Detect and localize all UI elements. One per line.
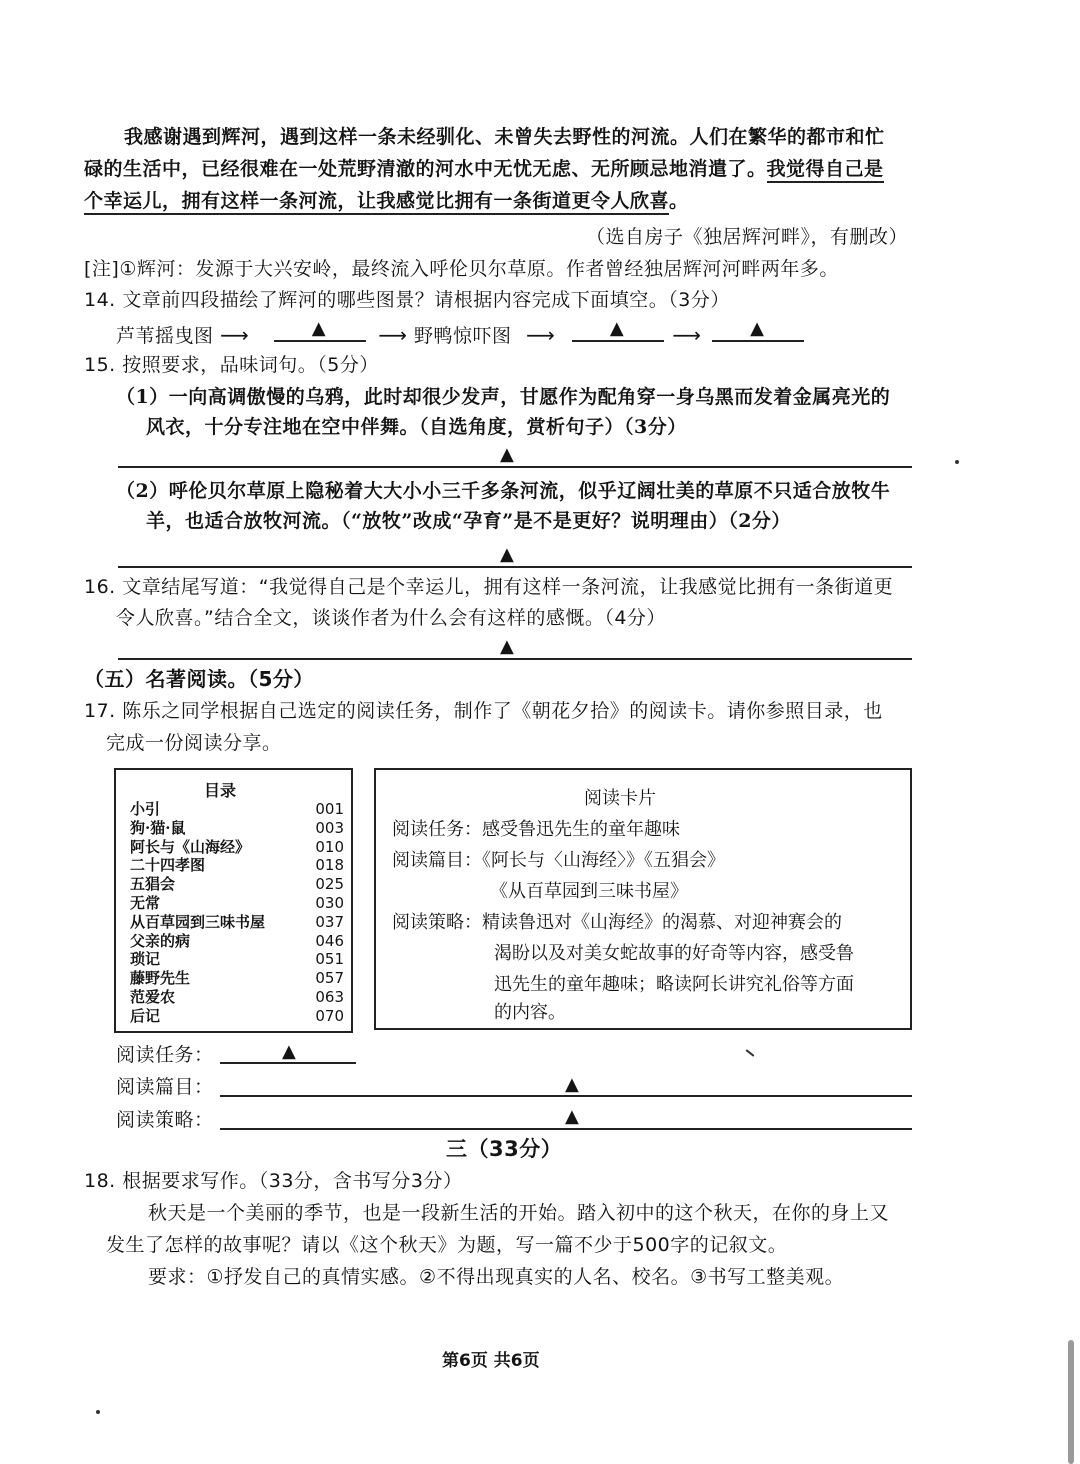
q15-sub1-line1: （1）一向高调傲慢的乌鸦，此时却很少发声，甘愿作为配角穿一身乌黑而发着金属亮光的	[116, 386, 891, 408]
passage-line-3	[84, 186, 689, 216]
q14-prompt: 14. 文章前四段描绘了辉河的哪些图景？请根据内容完成下面填空。（3分）	[84, 289, 730, 311]
toc-entry-title: 狗·猫·鼠	[130, 818, 186, 837]
fill-task-line[interactable]	[220, 1062, 356, 1064]
fill-strategy-label: 阅读策略：	[116, 1109, 214, 1131]
fill-pieces-label: 阅读篇目：	[116, 1076, 214, 1098]
toc-entry	[130, 912, 344, 932]
q18-line3: 发生了怎样的故事呢？请以《这个秋天》为题，写一篇不少于500字的记叙文。	[106, 1234, 788, 1256]
answer-triangle-icon: ▲	[500, 444, 514, 465]
toc-box	[114, 768, 353, 1033]
scan-speck	[96, 1410, 100, 1414]
toc-entry-page: 051	[315, 950, 344, 969]
card-pieces-line1: 阅读篇目：《阿长与〈山海经〉》《五猖会》	[392, 850, 725, 871]
card-task: 阅读任务：感受鲁迅先生的童年趣味	[392, 819, 680, 840]
q14-blank-2[interactable]	[572, 318, 664, 342]
q15-sub1-answer-line[interactable]	[118, 466, 912, 468]
reading-card	[374, 768, 912, 1030]
passage-line-1: 我感谢遇到辉河，遇到这样一条未经驯化、未曾失去野性的河流。人们在繁华的都市和忙	[124, 126, 885, 148]
toc-entry-title: 藤野先生	[130, 969, 191, 988]
card-strategy-line4: 的内容。	[494, 1002, 566, 1023]
q14-chain	[116, 318, 804, 351]
q16-line1: 16. 文章结尾写道：“我觉得自己是个幸运儿，拥有这样一条河流，让我感觉比拥有一条街道更	[84, 576, 894, 598]
arrow-icon: ⟶	[378, 323, 408, 347]
passage-line-2	[84, 154, 884, 184]
answer-triangle-icon: ▲	[282, 1041, 296, 1062]
toc-entry-title: 五猖会	[130, 875, 176, 894]
passage-line-2-text: 碌的生活中，已经很难在一处荒野清澈的河水中无忧无虑、无所顾忌地消遣了。	[84, 158, 767, 180]
q14-blank-1[interactable]	[274, 318, 366, 342]
q14-first-scene: 芦苇摇曳图	[116, 325, 214, 347]
toc-entry-title: 从百草园到三味书屋	[130, 912, 266, 931]
scrollbar-thumb[interactable]	[1068, 1340, 1074, 1464]
answer-triangle-icon: ▲	[565, 1074, 579, 1095]
card-strategy-line1: 阅读策略：精读鲁迅对《山海经》的渴慕、对迎神赛会的	[392, 912, 842, 933]
card-strategy-line2: 渴盼以及对美女蛇故事的好奇等内容，感受鲁	[494, 943, 854, 964]
toc-entry-page: 025	[315, 875, 344, 894]
passage-underlined-sentence-start: 我觉得自己是	[767, 158, 884, 183]
q17-line1: 17. 陈乐之同学根据自己选定的阅读任务，制作了《朝花夕拾》的阅读卡。请你参照目录，也	[84, 700, 883, 722]
toc-entry-title: 范爱农	[130, 988, 176, 1006]
passage-underlined-sentence-end: 个幸运儿，拥有这样一条河流，让我感觉比拥有一条街道更令人欣喜	[84, 190, 669, 215]
toc-entry	[130, 800, 344, 819]
q15-sub2-line2: 羊，也适合放牧河流。（“放牧”改成“孕育”是不是更好？说明理由）（2分）	[146, 510, 791, 532]
scan-speck	[955, 460, 959, 464]
section-3-heading: 三（33分）	[446, 1137, 563, 1161]
toc-entry-title: 小引	[130, 800, 161, 818]
toc-entry-page: 030	[315, 894, 344, 912]
toc-entry-title: 二十四孝图	[130, 856, 206, 875]
toc-entry-page: 018	[315, 856, 344, 875]
toc-entry	[130, 837, 344, 857]
toc-entry	[130, 875, 344, 894]
fill-pieces-line[interactable]	[220, 1095, 912, 1097]
toc-entry-page: 070	[315, 1006, 344, 1025]
q16-line2: 令人欣喜。”结合全文，谈谈作者为什么会有这样的感慨。（4分）	[116, 607, 666, 629]
toc-entry-title: 父亲的病	[130, 931, 191, 950]
q18-line2: 秋天是一个美丽的季节，也是一段新生活的开始。踏入初中的这个秋天，在你的身上又	[148, 1202, 890, 1224]
arrow-icon: ⟶	[526, 323, 556, 347]
toc-entry	[130, 988, 344, 1007]
answer-triangle-icon: ▲	[500, 544, 514, 565]
toc-entry	[130, 931, 344, 951]
card-title: 阅读卡片	[584, 788, 656, 809]
toc-entry-title: 阿长与《山海经》	[130, 837, 251, 856]
answer-triangle-icon: ▲	[565, 1106, 579, 1127]
section-5-heading: （五）名著阅读。（5分）	[84, 667, 314, 691]
q15-prompt: 15. 按照要求，品味词句。（5分）	[84, 354, 379, 376]
toc-entry-page: 003	[315, 818, 344, 837]
passage-line-3-period: 。	[669, 190, 689, 212]
toc-entry-title: 后记	[130, 1006, 161, 1025]
toc-entry-page: 057	[315, 969, 344, 988]
toc-entry	[130, 1006, 344, 1026]
answer-triangle-icon: ▲	[500, 636, 514, 657]
q14-middle-scene: 野鸭惊吓图	[414, 325, 512, 347]
page-footer: 第6页 共6页	[442, 1351, 540, 1371]
toc-entry-title: 琐记	[130, 950, 161, 969]
toc-title: 目录	[204, 781, 237, 800]
fill-task-label: 阅读任务：	[116, 1044, 214, 1066]
card-strategy-line3: 迅先生的童年趣味；略读阿长讲究礼俗等方面	[494, 974, 854, 995]
arrow-icon: ⟶	[672, 323, 702, 347]
toc-entry-page: 037	[315, 912, 344, 931]
q17-line2: 完成一份阅读分享。	[106, 732, 282, 754]
toc-entry	[130, 894, 344, 913]
answer-triangle-icon: ▲	[750, 318, 765, 339]
scan-speck	[745, 1049, 754, 1057]
passage-note: [注]①辉河：发源于大兴安岭，最终流入呼伦贝尔草原。作者曾经独居辉河河畔两年多。	[84, 258, 839, 280]
toc-entry-title: 无常	[130, 894, 161, 912]
toc-entry	[130, 950, 344, 969]
card-pieces-line2: 《从百草园到三味书屋》	[490, 881, 688, 902]
passage-source: （选自房子《独居辉河畔》，有删改）	[586, 226, 909, 248]
q15-sub2-line1: （2）呼伦贝尔草原上隐秘着大大小小三千多条河流，似乎辽阔壮美的草原不只适合放牧牛	[116, 480, 891, 502]
q15-sub1-line2: 风衣，十分专注地在空中伴舞。（自选角度，赏析句子）（3分）	[146, 416, 687, 438]
answer-triangle-icon: ▲	[609, 318, 625, 339]
toc-entry-page: 046	[315, 931, 344, 950]
q18-line4: 要求：①抒发自己的真情实感。②不得出现真实的人名、校名。③书写工整美观。	[148, 1266, 845, 1288]
q16-answer-line[interactable]	[118, 658, 912, 660]
arrow-icon: ⟶	[220, 323, 250, 347]
toc-entry	[130, 969, 344, 988]
q14-blank-3[interactable]	[712, 318, 804, 342]
answer-triangle-icon: ▲	[311, 318, 327, 339]
toc-entry-page: 001	[315, 800, 344, 818]
q18-line1: 18. 根据要求写作。（33分，含书写分3分）	[84, 1170, 463, 1192]
toc-entry-page: 063	[315, 988, 344, 1006]
toc-entry-page: 010	[315, 837, 344, 856]
toc-entry	[130, 818, 344, 838]
q15-sub2-answer-line[interactable]	[118, 566, 912, 568]
fill-strategy-line[interactable]	[220, 1128, 912, 1130]
toc-entry	[130, 856, 344, 875]
